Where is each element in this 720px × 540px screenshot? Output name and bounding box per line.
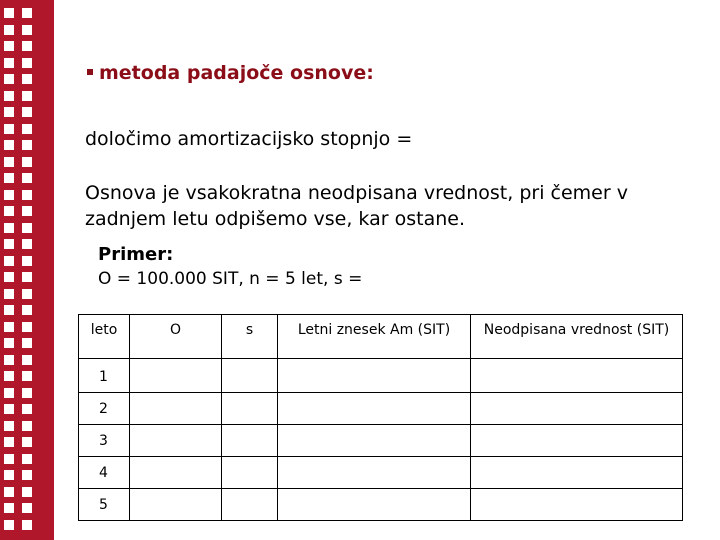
year-cell: 4 [79, 457, 130, 489]
sidebar-square-icon [22, 487, 32, 497]
sidebar-square-icon [22, 140, 32, 150]
empty-cell [222, 457, 278, 489]
sidebar-square-icon [4, 272, 14, 282]
sidebar-square-icon [4, 388, 14, 398]
explanation-paragraph: Osnova je vsakokratna neodpisana vrednost, pri čemer v zadnjem letu odpišemo vse, kar ostane. [85, 182, 628, 230]
sidebar-square-icon [4, 190, 14, 200]
sidebar-square-icon [22, 41, 32, 51]
sidebar-square-icon [22, 421, 32, 431]
sidebar-square-icon [4, 74, 14, 84]
empty-cell [278, 425, 471, 457]
empty-cell [471, 425, 683, 457]
sidebar-square-icon [4, 173, 14, 183]
sidebar-square-icon [22, 173, 32, 183]
sidebar-square-icon [22, 371, 32, 381]
sidebar-square-icon [22, 404, 32, 414]
empty-cell [222, 359, 278, 393]
sidebar-square-icon [4, 503, 14, 513]
empty-cell [471, 489, 683, 521]
sidebar-square-icon [4, 256, 14, 266]
sidebar-square-icon [4, 305, 14, 315]
empty-cell [278, 489, 471, 521]
sidebar-square-icon [4, 289, 14, 299]
sidebar-square-icon [22, 272, 32, 282]
sidebar-square-icon [22, 157, 32, 167]
sidebar-square-icon [22, 124, 32, 134]
sidebar-square-icon [22, 8, 32, 18]
sidebar-square-icon [22, 470, 32, 480]
section-heading [87, 62, 374, 84]
table-row [79, 489, 683, 521]
empty-cell [278, 359, 471, 393]
sidebar-square-icon [4, 454, 14, 464]
empty-cell [130, 359, 222, 393]
depreciation-table [78, 314, 683, 521]
sidebar-square-icon [4, 25, 14, 35]
sidebar-square-icon [4, 371, 14, 381]
sidebar-square-icon [4, 223, 14, 233]
sidebar-square-icon [22, 256, 32, 266]
sidebar-square-icon [22, 520, 32, 530]
empty-cell [222, 393, 278, 425]
table-row [79, 359, 683, 393]
column-header-base: O [130, 315, 222, 359]
sidebar-square-icon [4, 437, 14, 447]
empty-cell [278, 393, 471, 425]
sidebar-square-icon [4, 239, 14, 249]
sidebar-square-icon [22, 503, 32, 513]
sidebar-square-icon [4, 124, 14, 134]
sidebar-square-icon [22, 322, 32, 332]
empty-cell [130, 457, 222, 489]
sidebar-square-icon [4, 322, 14, 332]
sidebar-square-icon [4, 41, 14, 51]
sidebar-square-icon [22, 355, 32, 365]
empty-cell [130, 393, 222, 425]
empty-cell [222, 489, 278, 521]
column-header-year: leto [79, 315, 130, 359]
sidebar-square-icon [4, 470, 14, 480]
year-cell: 5 [79, 489, 130, 521]
sidebar-square-icon [22, 190, 32, 200]
table-row [79, 425, 683, 457]
sidebar-square-icon [22, 338, 32, 348]
example-title: Primer: [98, 244, 174, 265]
year-cell: 1 [79, 359, 130, 393]
sidebar-square-icon [4, 140, 14, 150]
sidebar-square-icon [22, 107, 32, 117]
empty-cell [130, 489, 222, 521]
square-bullet-icon [87, 69, 93, 75]
column-header-rate: s [222, 315, 278, 359]
sidebar-square-icon [4, 421, 14, 431]
column-header-annual-amount: Letni znesek Am (SIT) [278, 315, 471, 359]
table-header-row [79, 315, 683, 359]
table-row [79, 457, 683, 489]
empty-cell [471, 457, 683, 489]
sidebar-square-icon [22, 454, 32, 464]
empty-cell [130, 425, 222, 457]
decorative-sidebar [0, 0, 54, 540]
sidebar-square-icon [22, 305, 32, 315]
sidebar-square-icon [22, 239, 32, 249]
sidebar-square-icon [22, 74, 32, 84]
table-row [79, 393, 683, 425]
section-heading-text: metoda padajoče osnove: [99, 62, 374, 84]
empty-cell [222, 425, 278, 457]
sidebar-square-icon [4, 157, 14, 167]
sidebar-square-icon [22, 58, 32, 68]
sidebar-square-icon [22, 25, 32, 35]
sidebar-square-icon [22, 437, 32, 447]
sidebar-square-icon [22, 388, 32, 398]
year-cell: 2 [79, 393, 130, 425]
sidebar-square-icon [4, 91, 14, 101]
sidebar-square-icon [4, 8, 14, 18]
sidebar-square-icon [22, 289, 32, 299]
sidebar-square-icon [4, 487, 14, 497]
rate-statement: določimo amortizacijsko stopnjo = [85, 128, 413, 150]
sidebar-square-icon [4, 520, 14, 530]
sidebar-square-icon [4, 206, 14, 216]
sidebar-square-icon [4, 355, 14, 365]
sidebar-square-icon [22, 206, 32, 216]
empty-cell [471, 359, 683, 393]
sidebar-square-icon [4, 58, 14, 68]
empty-cell [471, 393, 683, 425]
sidebar-square-icon [4, 404, 14, 414]
sidebar-square-icon [4, 107, 14, 117]
sidebar-square-icon [4, 338, 14, 348]
year-cell: 3 [79, 425, 130, 457]
example-parameters: O = 100.000 SIT, n = 5 let, s = [98, 269, 363, 289]
sidebar-square-icon [22, 91, 32, 101]
sidebar-square-icon [22, 223, 32, 233]
column-header-residual-value: Neodpisana vrednost (SIT) [471, 315, 683, 359]
empty-cell [278, 457, 471, 489]
